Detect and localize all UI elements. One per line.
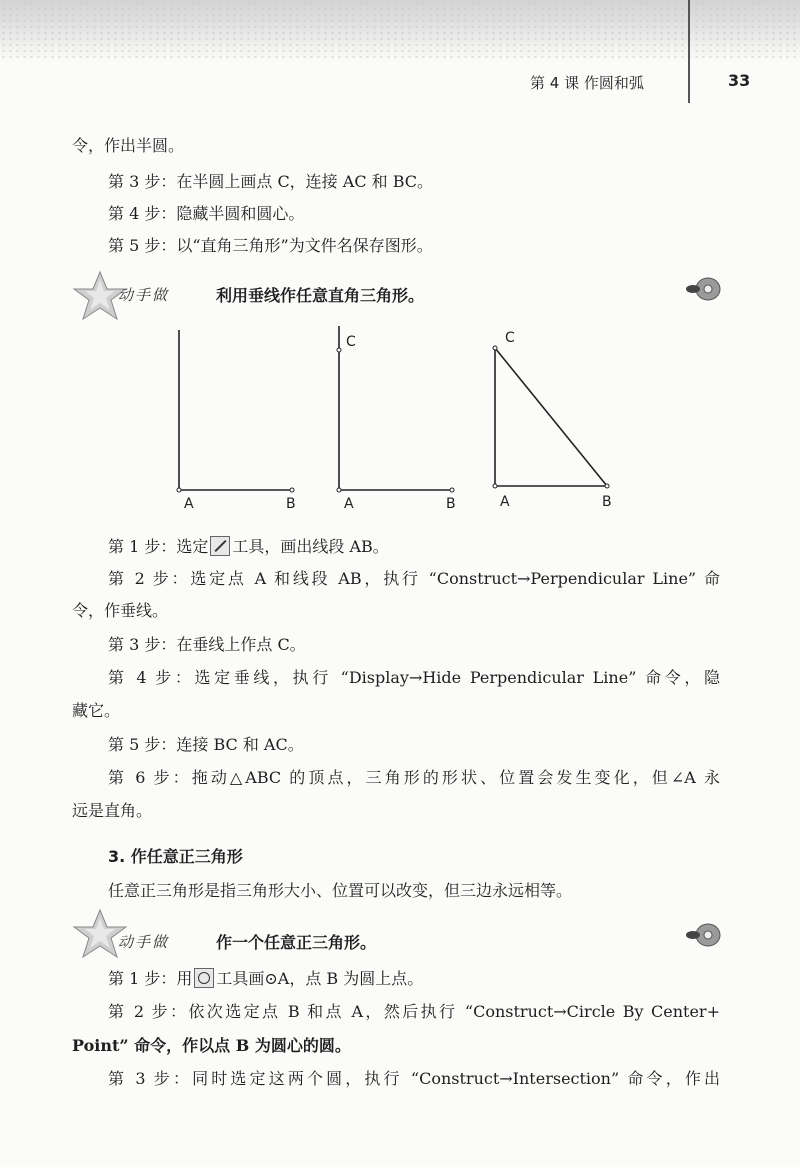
figure-panel-3 — [493, 330, 612, 510]
text-line: 第 4 步：选定垂线，执行 “Display→Hide Perpendicular Line” 命令，隐 — [108, 668, 720, 687]
text-line: 第 3 步：在垂线上作点 C。 — [108, 635, 306, 654]
text-line: 第 3 步：在半圆上画点 C，连接 AC 和 BC。 — [108, 172, 434, 191]
figure-panel-1 — [177, 330, 296, 512]
point-label-a: A — [344, 496, 354, 512]
compass-tool-icon — [194, 968, 214, 988]
text-line: 第 4 步：隐藏半圆和圆心。 — [108, 204, 305, 223]
text-line: Point” 命令，作以点 B 为圆心的圆。 — [72, 1036, 351, 1055]
step-text: 第 1 步：选定 — [108, 537, 209, 556]
point-label-c: C — [346, 334, 356, 350]
point-label-b: B — [286, 496, 296, 512]
text-line: 令，作垂线。 — [72, 601, 169, 620]
header-texture — [0, 0, 800, 62]
cd-icon — [683, 276, 723, 302]
figure-panel-2 — [337, 326, 456, 512]
right-triangle-figure — [160, 322, 640, 522]
point-label-c: C — [505, 330, 515, 346]
text-line: 藏它。 — [72, 701, 121, 720]
text-line: 第 3 步：同时选定这两个圆，执行 “Construct→Intersection” 命令，作出 — [108, 1069, 720, 1088]
text-line: 第 2 步：选定点 A 和线段 AB，执行 “Construct→Perpendicular Line” 命 — [108, 569, 720, 588]
step-1-line — [108, 536, 389, 558]
segment-tool-icon — [210, 536, 230, 556]
activity-label: 动手做 — [118, 286, 170, 304]
lesson-title: 第 4 课 作圆和弧 — [530, 74, 644, 92]
point-label-b: B — [446, 496, 456, 512]
cd-icon — [683, 922, 723, 948]
text-line: 第 6 步：拖动△ABC 的顶点，三角形的形状、位置会发生变化，但∠A 永 — [108, 768, 720, 787]
step-text: 工具画⊙A，点 B 为圆上点。 — [216, 969, 424, 988]
activity-label: 动手做 — [118, 933, 170, 951]
point-label-b: B — [602, 494, 612, 510]
step-1-line — [108, 968, 423, 990]
activity-title: 作一个任意正三角形。 — [216, 933, 377, 952]
section-heading: 3. 作任意正三角形 — [108, 847, 243, 866]
text-line: 第 5 步：连接 BC 和 AC。 — [108, 735, 304, 754]
page-number: 33 — [728, 71, 751, 90]
header-divider — [688, 0, 690, 103]
activity-title: 利用垂线作任意直角三角形。 — [216, 286, 425, 305]
step-text: 第 1 步：用 — [108, 969, 193, 988]
text-line: 令，作出半圆。 — [72, 136, 185, 155]
point-label-a: A — [184, 496, 194, 512]
text-line: 第 2 步：依次选定点 B 和点 A，然后执行 “Construct→Circle By Center+ — [108, 1002, 720, 1021]
step-text: 工具，画出线段 AB。 — [232, 537, 389, 556]
text-line: 任意正三角形是指三角形大小、位置可以改变，但三边永远相等。 — [108, 881, 573, 900]
text-line: 远是直角。 — [72, 801, 153, 820]
point-label-a: A — [500, 494, 510, 510]
text-line: 第 5 步：以“直角三角形”为文件名保存图形。 — [108, 236, 433, 255]
